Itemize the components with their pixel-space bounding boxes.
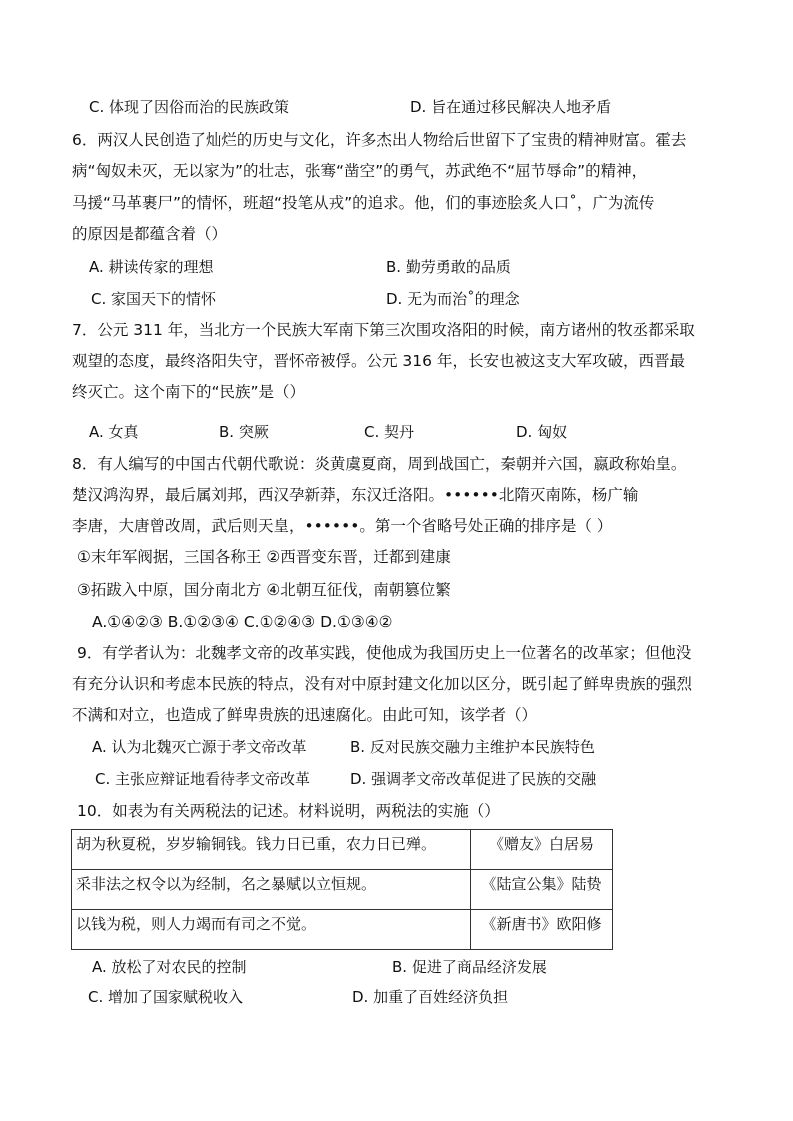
- q7-option-b: B. 突厥: [219, 423, 269, 441]
- q9-option-c: C. 主张应辩证地看待孝文帝改革: [95, 770, 311, 788]
- q6-option-d: D. 无为而治˚的理念: [386, 290, 520, 308]
- q9-stem-line-2: 有充分认识和考虑本民族的特点，没有对中原封建文化加以区分，既引起了鲜卑贵族的强烈: [72, 675, 693, 693]
- q6-stem-line-3: 马援“马革裹尸”的情怀，班超“投笔从戎”的追求。他，们的事迹脍炙人口˚，广为流传: [72, 194, 655, 212]
- table-cell-quote: 采非法之权令以为经制，名之暴赋以立恒规。: [72, 870, 471, 910]
- table-row: [72, 870, 613, 910]
- q7-stem-line-2: 观望的态度，最终洛阳失守，晋怀帝被俘。公元 316 年，长安也被这支大军攻破，西晋最: [72, 352, 685, 370]
- q6-stem-line-1: 6．两汉人民创造了灿烂的历史与文化，许多杰出人物给后世留下了宝贵的精神财富。霍去: [72, 131, 687, 149]
- q8-options: A.①④②③ B.①②③④ C.①②④③ D.①③④②: [92, 613, 393, 631]
- q6-stem-line-2: 病“匈奴未灭，无以家为”的壮志，张骞“凿空”的勇气，苏武绝不“屈节辱命”的精神，: [72, 162, 648, 180]
- q10-source-table: [71, 829, 613, 950]
- q10-option-d: D. 加重了百姓经济负担: [352, 988, 509, 1006]
- q9-stem-line-1: 9．有学者认为：北魏孝文帝的改革实践，使他成为我国历史上一位著名的改革家；但他没: [77, 644, 692, 662]
- q6-option-a: A. 耕读传家的理想: [89, 258, 214, 276]
- q5-option-c: C. 体现了因俗而治的民族政策: [89, 98, 290, 116]
- q7-option-c: C. 契丹: [364, 423, 415, 441]
- q8-item-line-2: ③拓跋入中原，国分南北方 ④北朝互征伐，南朝篡位繁: [77, 581, 451, 599]
- table-row: [72, 830, 613, 870]
- table-cell-source: 《新唐书》欧阳修: [471, 910, 613, 950]
- q7-stem-line-3: 终灭亡。这个南下的“民族”是（）: [72, 383, 306, 401]
- q8-stem-line-2: 楚汉鸿沟界，最后属刘邦，西汉孕新莽，东汉迁洛阳。••••••北隋灭南陈，杨广输: [72, 486, 639, 504]
- q10-option-a: A. 放松了对农民的控制: [92, 958, 247, 976]
- table-cell-source: 《赠友》白居易: [471, 830, 613, 870]
- q6-option-c: C. 家国天下的情怀: [91, 290, 217, 308]
- q9-option-b: B. 反对民族交融力主维护本民族特色: [350, 738, 595, 756]
- q6-stem-line-4: 的原因是都蕴含着（）: [72, 225, 228, 243]
- q7-stem-line-1: 7．公元 311 年，当北方一个民族大军南下第三次围攻洛阳的时候，南方诸州的牧丞都采取: [72, 321, 695, 339]
- q9-option-d: D. 强调孝文帝改革促进了民族的交融: [350, 770, 597, 788]
- q7-option-d: D. 匈奴: [516, 423, 568, 441]
- q9-option-a: A. 认为北魏灭亡源于孝文帝改革: [92, 738, 307, 756]
- q7-option-a: A. 女真: [89, 423, 139, 441]
- q5-option-d: D. 旨在通过移民解决人地矛盾: [410, 98, 612, 116]
- table-cell-source: 《陆宣公集》陆贽: [471, 870, 613, 910]
- table-row: [72, 910, 613, 950]
- q10-option-b: B. 促进了商品经济发展: [392, 958, 547, 976]
- q8-stem-line-1: 8．有人编写的中国古代朝代歌说：炎黄虞夏商，周到战国亡，秦朝并六国，嬴政称始皇。: [72, 455, 687, 473]
- table-cell-quote: 胡为秋夏税，岁岁输铜钱。钱力日已重，农力日已殚。: [72, 830, 471, 870]
- q10-option-c: C. 增加了国家赋税收入: [88, 988, 244, 1006]
- q8-item-line-1: ①末年军阀据，三国各称王 ②西晋变东晋，迁都到建康: [77, 548, 451, 566]
- q8-stem-line-3: 李唐，大唐曾改周，武后则天皇，••••••。第一个省略号处正确的排序是（ ）: [72, 517, 613, 535]
- table-cell-quote: 以钱为税，则人力竭而有司之不觉。: [72, 910, 471, 950]
- q6-option-b: B. 勤劳勇敢的品质: [386, 258, 511, 276]
- q10-stem: 10．如表为有关两税法的记述。材料说明，两税法的实施（）: [77, 802, 500, 820]
- q9-stem-line-3: 不满和对立，也造成了鲜卑贵族的迅速腐化。由此可知，该学者（）: [72, 706, 538, 724]
